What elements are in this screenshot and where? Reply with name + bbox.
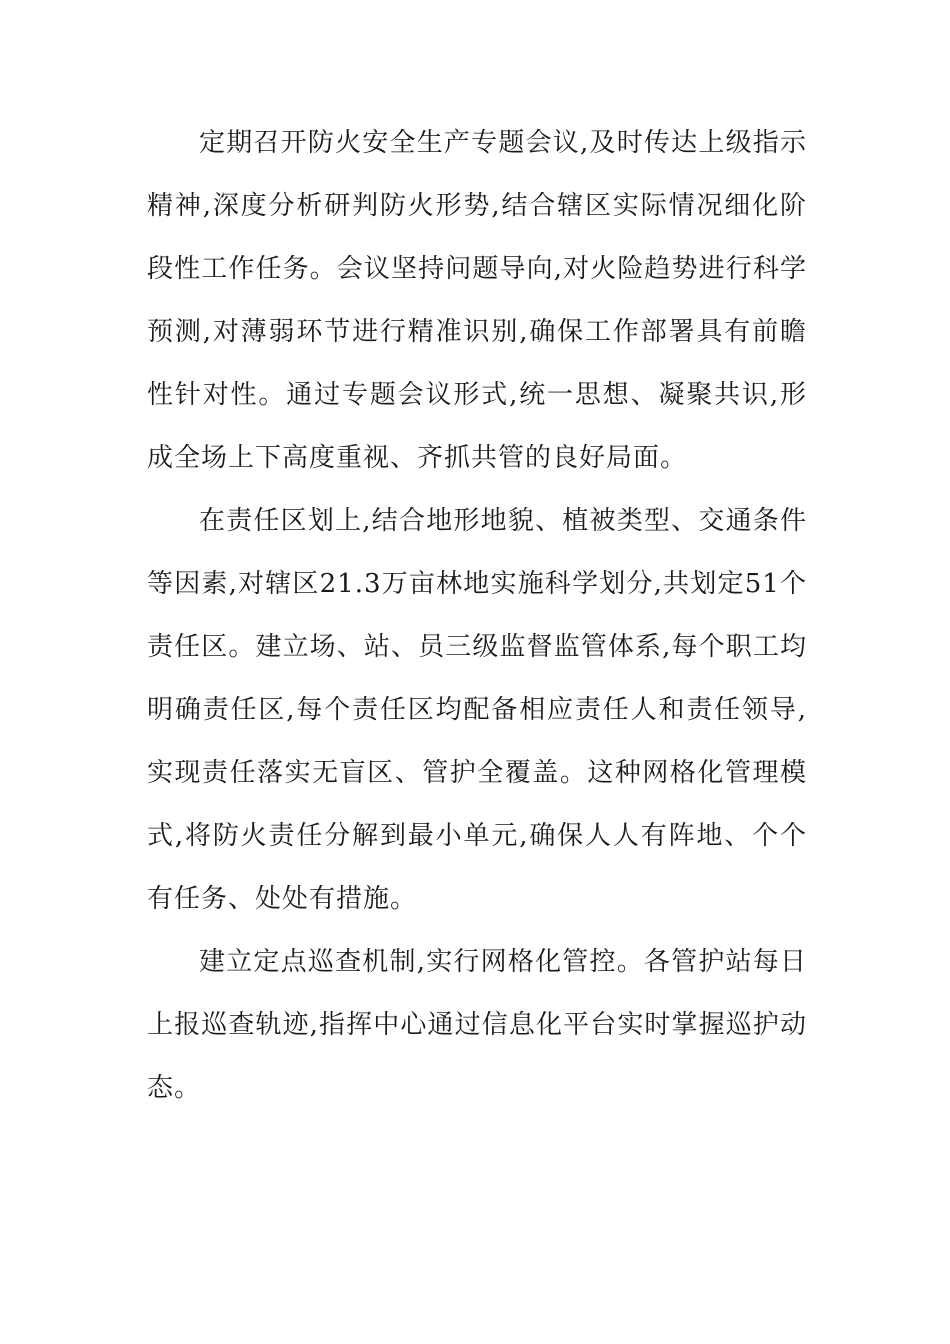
paragraph-patrol: 建立定点巡查机制,实行网格化管控。各管护站每日上报巡查轨迹,指挥中心通过信息化平台实时掌握巡护动态。 <box>147 947 807 1103</box>
paragraph-responsibility-zones: 在责任区划上,结合地形地貌、植被类型、交通条件等因素,对辖区21.3万亩林地实施科学划分,共划定51个责任区。建立场、站、员三级监督监管体系,每个职工均明确责任区,每个责任区均配备相应责任人和责任领导,实现责任落实无盲区、管护全覆盖。这种网格化管理模式,将防火责任分解到最小单元,确保人人有阵地、个个有任务、处处有措施。 <box>147 506 807 914</box>
paragraph-meeting: 定期召开防火安全生产专题会议,及时传达上级指示精神,深度分析研判防火形势,结合辖区实际情况细化阶段性工作任务。会议坚持问题导向,对火险趋势进行科学预测,对薄弱环节进行精准识别,确保工作部署具有前瞻性针对性。通过专题会议形式,统一思想、凝聚共识,形成全场上下高度重视、齐抓共管的良好局面。 <box>147 128 807 473</box>
document-body <box>147 112 807 1120</box>
